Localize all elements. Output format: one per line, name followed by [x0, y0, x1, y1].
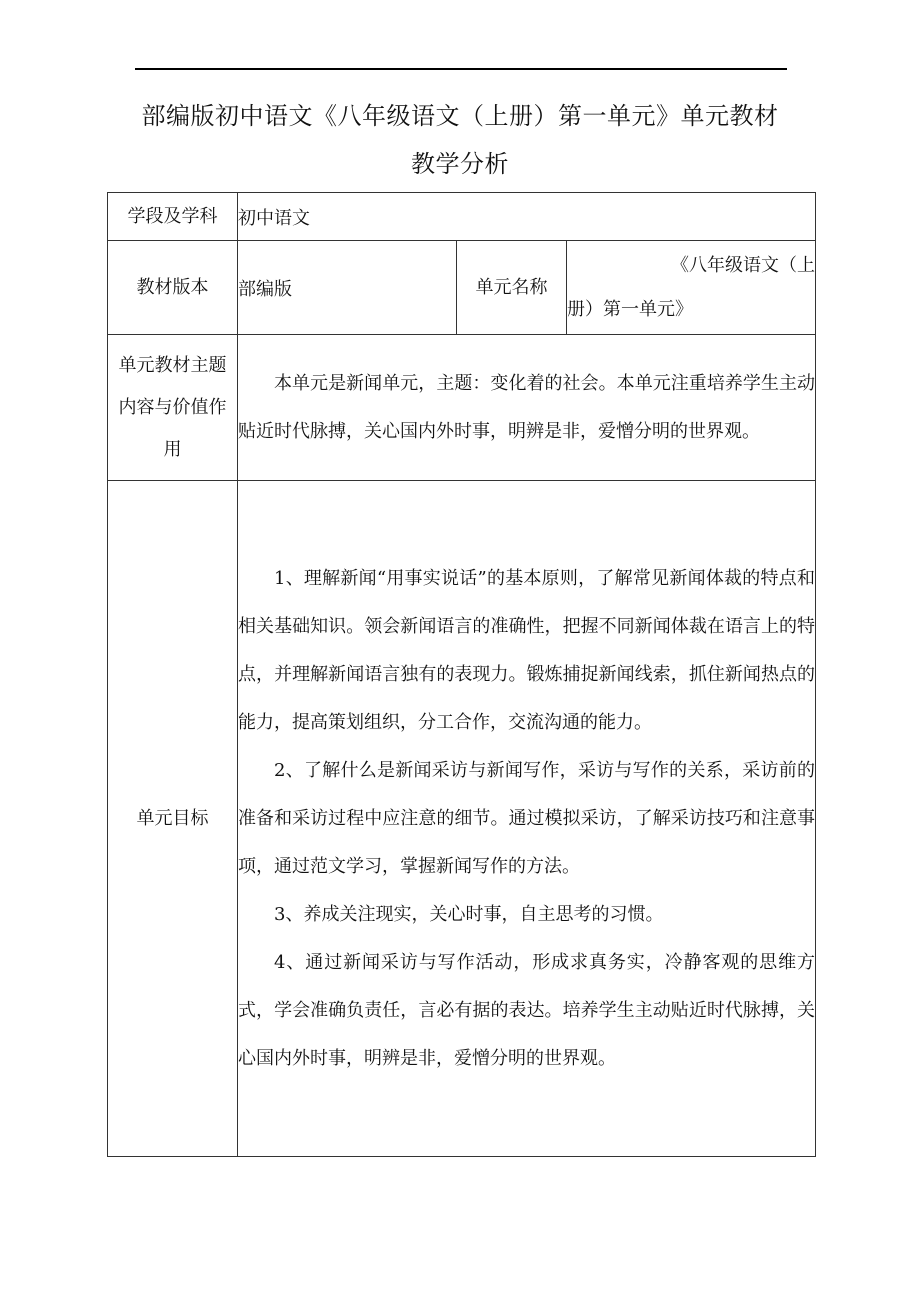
goal-item-3: 3、养成关注现实，关心时事，自主思考的习惯。 — [274, 903, 664, 925]
row-theme — [108, 335, 816, 481]
header-rule — [135, 68, 787, 70]
theme-text: 本单元是新闻单元，主题：变化着的社会。本单元注重培养学生主动贴近时代脉搏，关心国内外时事，明辨是非，爱憎分明的世界观。 — [238, 372, 816, 442]
edition-label: 教材版本 — [108, 241, 238, 335]
row-stage-subject — [108, 193, 816, 241]
analysis-table — [107, 192, 816, 1157]
goals-label: 单元目标 — [108, 481, 238, 1157]
document-title-line1: 部编版初中语文《八年级语文（上册）第一单元》单元教材 — [141, 102, 779, 130]
unit-name-line1: 《八年级语文（上 — [671, 254, 816, 276]
unit-name-label: 单元名称 — [457, 241, 567, 335]
goal-item-4: 4、通过新闻采访与写作活动，形成求真务实，冷静客观的思维方式，学会准确负责任，言必有据的表达。培养学生主动贴近时代脉搏，关心国内外时事，明辨是非，爱憎分明的世界观。 — [238, 951, 816, 1069]
theme-cell — [238, 335, 816, 481]
unit-name-value — [567, 241, 816, 335]
unit-name-line2: 册）第一单元》 — [567, 298, 693, 320]
stage-subject-value: 初中语文 — [238, 193, 816, 241]
goals-cell — [238, 481, 816, 1157]
stage-subject-label: 学段及学科 — [108, 193, 238, 241]
row-edition — [108, 241, 816, 335]
document-title-line2: 教学分析 — [411, 150, 509, 178]
edition-value: 部编版 — [238, 241, 457, 335]
row-goals — [108, 481, 816, 1157]
goal-item-2: 2、了解什么是新闻采访与新闻写作，采访与写作的关系，采访前的准备和采访过程中应注意的细节。通过模拟采访，了解采访技巧和注意事项，通过范文学习，掌握新闻写作的方法。 — [238, 759, 816, 877]
theme-label: 单元教材主题内容与价值作用 — [108, 335, 238, 481]
goal-item-1: 1、理解新闻“用事实说话”的基本原则，了解常见新闻体裁的特点和相关基础知识。领会新闻语言的准确性，把握不同新闻体裁在语言上的特点，并理解新闻语言独有的表现力。锻炼捕捉新闻线索，抓住新闻热点的能力，提高策划组织，分工合作，交流沟通的能力。 — [238, 567, 816, 733]
